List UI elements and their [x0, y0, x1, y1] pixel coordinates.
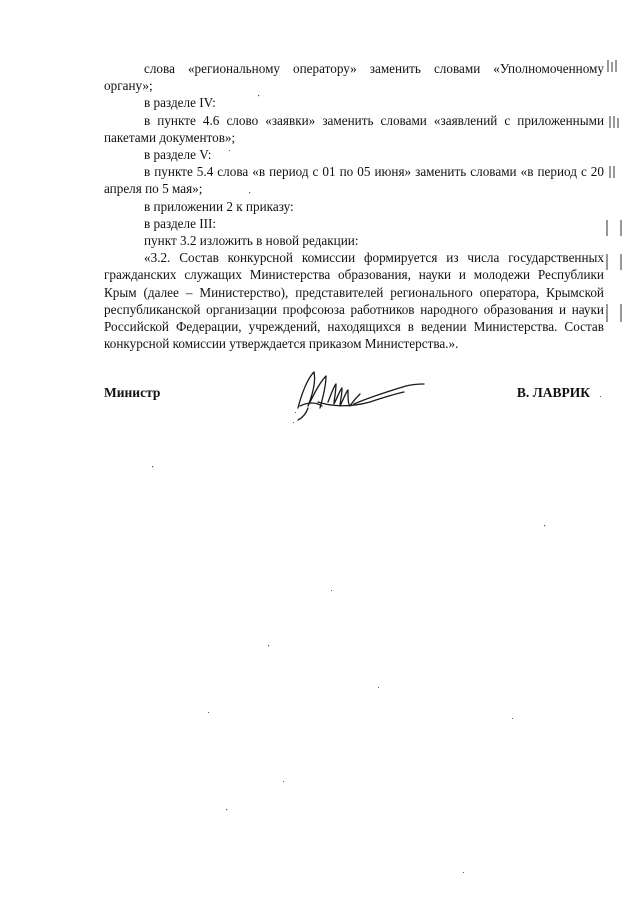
paragraph: в пункте 4.6 слово «заявки» заменить словами «заявлений с приложенными пакетами документов»; — [104, 112, 604, 145]
paragraph: пункт 3.2 изложить в новой редакции: — [144, 233, 359, 249]
signatory-title: Министр — [104, 385, 161, 400]
paragraph: в разделе V: — [144, 147, 212, 163]
scan-edge-marks — [604, 60, 624, 380]
paragraph: «3.2. Состав конкурсной комиссии формируется из числа государственных гражданских служащих Министерства образования, науки и молодежи Республики Крым (далее – Министерство), представителей регионального оператора, Крымской республиканской организации профсоюза работников народного образования и науки Российской Федерации, учреждений, находящихся в ведении Министерства. Состав конкурсной комиссии утверждается приказом Министерства.». — [104, 250, 604, 352]
paragraph: в приложении 2 к приказу: — [144, 198, 294, 214]
signatory-name: В. ЛАВРИК — [516, 385, 590, 400]
paragraph: слова «региональному оператору» заменить словами «Уполномоченному органу»; — [104, 61, 604, 94]
paragraph: в разделе IV: — [144, 95, 216, 111]
paragraph: в разделе III: — [144, 215, 217, 231]
paragraph: в пункте 5.4 слова «в период с 01 по 05 июня» заменить словами «в период с 20 апреля по 5 мая»; — [104, 164, 604, 197]
document-body — [104, 60, 604, 352]
handwritten-signature-icon — [278, 362, 428, 430]
